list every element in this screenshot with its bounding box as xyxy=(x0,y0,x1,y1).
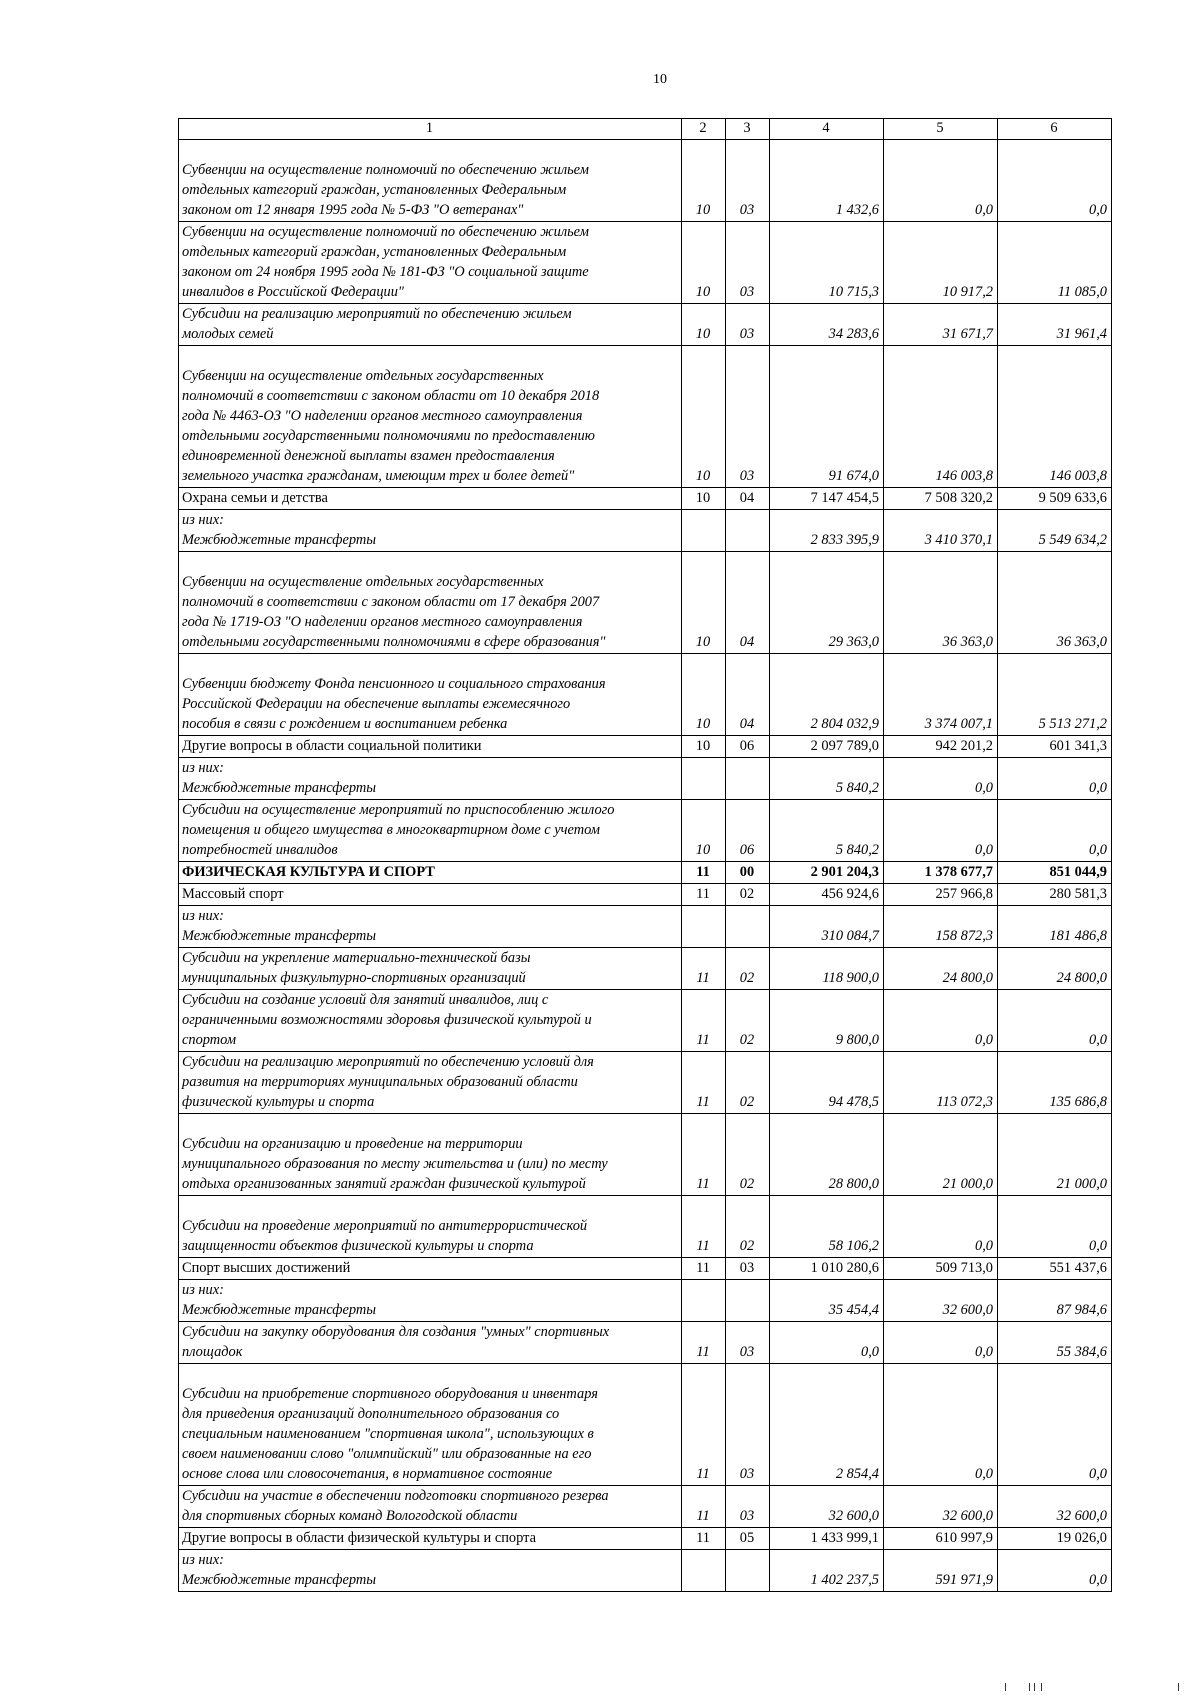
amount-col6: 0,0 xyxy=(998,800,1112,862)
column-header: 5 xyxy=(884,119,998,140)
row-label-line: молодых семей xyxy=(182,326,274,342)
row-label-line: Субсидии на организацию и проведение на территории xyxy=(182,1136,523,1152)
amount-col6: 0,0 xyxy=(998,1550,1112,1592)
row-label-line: из них: xyxy=(182,760,224,776)
row-label xyxy=(179,654,682,736)
row-label xyxy=(179,1528,682,1550)
subsection-code xyxy=(726,758,770,800)
amount-col6: 0,0 xyxy=(998,1196,1112,1258)
amount-col6: 146 003,8 xyxy=(998,346,1112,488)
table-row xyxy=(179,906,1112,948)
row-label-line: Субсидии на участие в обеспечении подготовки спортивного резерва xyxy=(182,1488,609,1504)
row-label-line: Межбюджетные трансферты xyxy=(182,928,377,944)
amount-col6: 55 384,6 xyxy=(998,1322,1112,1364)
amount-col5: 10 917,2 xyxy=(884,222,998,304)
amount-col5: 0,0 xyxy=(884,990,998,1052)
amount-col6: 181 486,8 xyxy=(998,906,1112,948)
row-label-line: законом от 12 января 1995 года № 5-ФЗ "О ветеранах" xyxy=(182,202,524,218)
row-label-line: Российской Федерации на обеспечение выплаты ежемесячного xyxy=(182,696,571,712)
section-code xyxy=(682,510,726,552)
subsection-code: 03 xyxy=(726,1364,770,1486)
row-label-line: Субсидии на реализацию мероприятий по обеспечению жильем xyxy=(182,306,572,322)
row-label-line: из них: xyxy=(182,512,224,528)
row-label-line: Субвенции на осуществление полномочий по обеспечению жильем xyxy=(182,162,589,178)
section-code xyxy=(682,758,726,800)
subsection-code: 02 xyxy=(726,1114,770,1196)
subsection-code xyxy=(726,1550,770,1592)
row-label-line: Межбюджетные трансферты xyxy=(182,1302,377,1318)
section-code: 11 xyxy=(682,1486,726,1528)
row-label-line: пособия в связи с рождением и воспитанием ребенка xyxy=(182,716,508,732)
row-label-line: отдыха организованных занятий граждан физической культурой xyxy=(182,1176,586,1192)
row-label xyxy=(179,1550,682,1592)
row-label-line: Другие вопросы в области социальной политики xyxy=(182,738,482,754)
amount-col5: 257 966,8 xyxy=(884,884,998,906)
amount-col4: 35 454,4 xyxy=(770,1280,884,1322)
row-label-line: единовременной денежной выплаты взамен предоставления xyxy=(182,448,555,464)
subsection-code: 03 xyxy=(726,346,770,488)
section-code: 10 xyxy=(682,304,726,346)
amount-col4: 0,0 xyxy=(770,1322,884,1364)
amount-col4: 32 600,0 xyxy=(770,1486,884,1528)
table-row xyxy=(179,1280,1112,1322)
subsection-code: 03 xyxy=(726,222,770,304)
amount-col4: 1 010 280,6 xyxy=(770,1258,884,1280)
row-label-line: Массовый спорт xyxy=(182,886,284,902)
table-row xyxy=(179,346,1112,488)
table-row xyxy=(179,222,1112,304)
row-label-line: помещения и общего имущества в многоквартирном доме с учетом xyxy=(182,822,600,838)
amount-col5: 0,0 xyxy=(884,1322,998,1364)
row-label-line: земельного участка гражданам, имеющим трех и более детей" xyxy=(182,468,575,484)
row-label-line: Субсидии на осуществление мероприятий по приспособлению жилого xyxy=(182,802,615,818)
row-label-line: Охрана семьи и детства xyxy=(182,490,328,506)
row-label xyxy=(179,1280,682,1322)
amount-col6: 0,0 xyxy=(998,990,1112,1052)
budget-table xyxy=(178,118,1112,1592)
amount-col6: 5 513 271,2 xyxy=(998,654,1112,736)
row-label-line: инвалидов в Российской Федерации" xyxy=(182,284,404,300)
table-row xyxy=(179,1364,1112,1486)
amount-col5: 0,0 xyxy=(884,1364,998,1486)
table-row xyxy=(179,1550,1112,1592)
row-label-line: Субсидии на укрепление материально-технической базы xyxy=(182,950,531,966)
row-label-line: законом от 24 ноября 1995 года № 181-ФЗ "О социальной защите xyxy=(182,264,589,280)
amount-col5: 0,0 xyxy=(884,800,998,862)
section-code: 10 xyxy=(682,552,726,654)
row-label-line: ограниченными возможностями здоровья физической культурой и xyxy=(182,1012,592,1028)
row-label-line: спортом xyxy=(182,1032,237,1048)
row-label-line: Субвенции бюджету Фонда пенсионного и социального страхования xyxy=(182,676,606,692)
row-label xyxy=(179,140,682,222)
subsection-code: 03 xyxy=(726,1258,770,1280)
amount-col6: 5 549 634,2 xyxy=(998,510,1112,552)
row-label-line: Субсидии на закупку оборудования для создания "умных" спортивных xyxy=(182,1324,610,1340)
amount-col6: 19 026,0 xyxy=(998,1528,1112,1550)
row-label xyxy=(179,1114,682,1196)
amount-col4: 94 478,5 xyxy=(770,1052,884,1114)
section-code: 11 xyxy=(682,948,726,990)
column-header: 4 xyxy=(770,119,884,140)
section-code: 11 xyxy=(682,1528,726,1550)
row-label-line: Субвенции на осуществление отдельных государственных xyxy=(182,574,544,590)
amount-col4: 2 804 032,9 xyxy=(770,654,884,736)
subsection-code xyxy=(726,906,770,948)
amount-col4: 34 283,6 xyxy=(770,304,884,346)
section-code: 11 xyxy=(682,1114,726,1196)
section-code: 11 xyxy=(682,990,726,1052)
amount-col6: 135 686,8 xyxy=(998,1052,1112,1114)
table-row xyxy=(179,654,1112,736)
table-row xyxy=(179,552,1112,654)
section-code: 11 xyxy=(682,1364,726,1486)
amount-col6: 851 044,9 xyxy=(998,862,1112,884)
row-label-line: для приведения организаций дополнительного образования со xyxy=(182,1406,560,1422)
subsection-code: 02 xyxy=(726,990,770,1052)
amount-col5: 3 374 007,1 xyxy=(884,654,998,736)
amount-col6: 36 363,0 xyxy=(998,552,1112,654)
row-label-line: основе слова или словосочетания, в нормативное состояние xyxy=(182,1466,553,1482)
row-label-line: Межбюджетные трансферты xyxy=(182,532,377,548)
row-label-line: отдельными государственными полномочиями в сфере образования" xyxy=(182,634,606,650)
row-label-line: полномочий в соответствии с законом области от 17 декабря 2007 xyxy=(182,594,600,610)
subsection-code: 02 xyxy=(726,1196,770,1258)
section-code: 10 xyxy=(682,488,726,510)
subsection-code: 00 xyxy=(726,862,770,884)
row-label xyxy=(179,758,682,800)
row-label-line: муниципального образования по месту жительства и (или) по месту xyxy=(182,1156,608,1172)
row-label xyxy=(179,1052,682,1114)
table-row xyxy=(179,862,1112,884)
subsection-code xyxy=(726,1280,770,1322)
amount-col5: 158 872,3 xyxy=(884,906,998,948)
amount-col4: 10 715,3 xyxy=(770,222,884,304)
section-code: 11 xyxy=(682,862,726,884)
row-label-line: года № 4463-ОЗ "О наделении органов местного самоуправления xyxy=(182,408,583,424)
section-code xyxy=(682,1280,726,1322)
row-label xyxy=(179,1486,682,1528)
row-label xyxy=(179,800,682,862)
amount-col5: 0,0 xyxy=(884,140,998,222)
amount-col4: 9 800,0 xyxy=(770,990,884,1052)
row-label-line: отдельных категорий граждан, установленных Федеральным xyxy=(182,244,567,260)
subsection-code: 02 xyxy=(726,948,770,990)
column-header: 6 xyxy=(998,119,1112,140)
amount-col5: 509 713,0 xyxy=(884,1258,998,1280)
row-label xyxy=(179,990,682,1052)
section-code: 10 xyxy=(682,140,726,222)
row-label-line: муниципальных физкультурно-спортивных организаций xyxy=(182,970,526,986)
amount-col6: 21 000,0 xyxy=(998,1114,1112,1196)
amount-col4: 2 097 789,0 xyxy=(770,736,884,758)
row-label xyxy=(179,862,682,884)
amount-col5: 32 600,0 xyxy=(884,1486,998,1528)
row-label-line: развития на территориях муниципальных образований области xyxy=(182,1074,578,1090)
table-row xyxy=(179,510,1112,552)
amount-col4: 2 833 395,9 xyxy=(770,510,884,552)
amount-col4: 5 840,2 xyxy=(770,758,884,800)
row-label-line: Субсидии на приобретение спортивного оборудования и инвентаря xyxy=(182,1386,598,1402)
section-code xyxy=(682,906,726,948)
row-label-line: года № 1719-ОЗ "О наделении органов местного самоуправления xyxy=(182,614,583,630)
row-label-line: для спортивных сборных команд Вологодской области xyxy=(182,1508,518,1524)
row-label-line: Межбюджетные трансферты xyxy=(182,780,377,796)
row-label xyxy=(179,1322,682,1364)
column-header: 1 xyxy=(179,119,682,140)
subsection-code: 04 xyxy=(726,654,770,736)
amount-col4: 1 432,6 xyxy=(770,140,884,222)
row-label-line: потребностей инвалидов xyxy=(182,842,338,858)
section-code: 11 xyxy=(682,1258,726,1280)
section-code: 11 xyxy=(682,884,726,906)
amount-col6: 24 800,0 xyxy=(998,948,1112,990)
row-label xyxy=(179,1196,682,1258)
amount-col6: 11 085,0 xyxy=(998,222,1112,304)
row-label xyxy=(179,948,682,990)
section-code xyxy=(682,1550,726,1592)
amount-col5: 31 671,7 xyxy=(884,304,998,346)
amount-col5: 942 201,2 xyxy=(884,736,998,758)
amount-col6: 601 341,3 xyxy=(998,736,1112,758)
table-row xyxy=(179,1258,1112,1280)
amount-col6: 280 581,3 xyxy=(998,884,1112,906)
section-code: 11 xyxy=(682,1196,726,1258)
amount-col4: 91 674,0 xyxy=(770,346,884,488)
subsection-code: 04 xyxy=(726,552,770,654)
row-label-line: Субвенции на осуществление полномочий по обеспечению жильем xyxy=(182,224,589,240)
row-label xyxy=(179,552,682,654)
table-row xyxy=(179,948,1112,990)
table-row xyxy=(179,488,1112,510)
amount-col6: 9 509 633,6 xyxy=(998,488,1112,510)
table-row xyxy=(179,1196,1112,1258)
table-row xyxy=(179,1528,1112,1550)
table-row xyxy=(179,1114,1112,1196)
column-header: 2 xyxy=(682,119,726,140)
section-code: 11 xyxy=(682,1322,726,1364)
amount-col5: 32 600,0 xyxy=(884,1280,998,1322)
amount-col5: 610 997,9 xyxy=(884,1528,998,1550)
amount-col6: 0,0 xyxy=(998,140,1112,222)
row-label xyxy=(179,304,682,346)
row-label xyxy=(179,488,682,510)
table-row xyxy=(179,800,1112,862)
table-row xyxy=(179,884,1112,906)
row-label xyxy=(179,884,682,906)
row-label-line: отдельными государственными полномочиями по предоставлению xyxy=(182,428,595,444)
table-row xyxy=(179,304,1112,346)
row-label-line: Субсидии на реализацию мероприятий по обеспечению условий для xyxy=(182,1054,594,1070)
row-label-line: ФИЗИЧЕСКАЯ КУЛЬТУРА И СПОРТ xyxy=(182,864,435,880)
amount-col4: 1 433 999,1 xyxy=(770,1528,884,1550)
row-label xyxy=(179,1258,682,1280)
subsection-code: 03 xyxy=(726,1322,770,1364)
amount-col4: 456 924,6 xyxy=(770,884,884,906)
table-row xyxy=(179,758,1112,800)
column-header: 3 xyxy=(726,119,770,140)
row-label-line: защищенности объектов физической культуры и спорта xyxy=(182,1238,534,1254)
subsection-code: 02 xyxy=(726,1052,770,1114)
section-code: 10 xyxy=(682,346,726,488)
row-label-line: Межбюджетные трансферты xyxy=(182,1572,377,1588)
amount-col6: 0,0 xyxy=(998,1364,1112,1486)
subsection-code: 06 xyxy=(726,800,770,862)
amount-col4: 2 901 204,3 xyxy=(770,862,884,884)
amount-col6: 32 600,0 xyxy=(998,1486,1112,1528)
amount-col5: 3 410 370,1 xyxy=(884,510,998,552)
table-row xyxy=(179,1052,1112,1114)
section-code: 10 xyxy=(682,736,726,758)
scan-artifact-marks xyxy=(982,1681,1182,1691)
amount-col4: 58 106,2 xyxy=(770,1196,884,1258)
row-label-line: физической культуры и спорта xyxy=(182,1094,375,1110)
row-label-line: Субвенции на осуществление отдельных государственных xyxy=(182,368,544,384)
amount-col5: 24 800,0 xyxy=(884,948,998,990)
amount-col6: 0,0 xyxy=(998,758,1112,800)
row-label-line: из них: xyxy=(182,1282,224,1298)
subsection-code: 03 xyxy=(726,304,770,346)
row-label xyxy=(179,346,682,488)
amount-col4: 2 854,4 xyxy=(770,1364,884,1486)
subsection-code xyxy=(726,510,770,552)
row-label-line: Субсидии на проведение мероприятий по антитеррористической xyxy=(182,1218,588,1234)
page-number: 10 xyxy=(653,72,667,87)
row-label-line: из них: xyxy=(182,908,224,924)
amount-col4: 28 800,0 xyxy=(770,1114,884,1196)
row-label-line: своем наименовании слово "олимпийский" или образованные на его xyxy=(182,1446,592,1462)
row-label-line: Субсидии на создание условий для занятий инвалидов, лиц с xyxy=(182,992,549,1008)
amount-col5: 0,0 xyxy=(884,758,998,800)
amount-col5: 36 363,0 xyxy=(884,552,998,654)
table-body xyxy=(179,140,1112,1592)
table-row xyxy=(179,1486,1112,1528)
section-code: 11 xyxy=(682,1052,726,1114)
table-row xyxy=(179,1322,1112,1364)
amount-col4: 29 363,0 xyxy=(770,552,884,654)
amount-col6: 551 437,6 xyxy=(998,1258,1112,1280)
row-label xyxy=(179,1364,682,1486)
amount-col4: 118 900,0 xyxy=(770,948,884,990)
amount-col5: 591 971,9 xyxy=(884,1550,998,1592)
row-label-line: полномочий в соответствии с законом области от 10 декабря 2018 xyxy=(182,388,600,404)
amount-col5: 113 072,3 xyxy=(884,1052,998,1114)
amount-col4: 5 840,2 xyxy=(770,800,884,862)
table-row xyxy=(179,140,1112,222)
row-label-line: отдельных категорий граждан, установленных Федеральным xyxy=(182,182,567,198)
row-label xyxy=(179,736,682,758)
section-code: 10 xyxy=(682,800,726,862)
amount-col4: 7 147 454,5 xyxy=(770,488,884,510)
amount-col5: 7 508 320,2 xyxy=(884,488,998,510)
section-code: 10 xyxy=(682,654,726,736)
row-label-line: Другие вопросы в области физической культуры и спорта xyxy=(182,1530,536,1546)
table-row xyxy=(179,990,1112,1052)
amount-col4: 310 084,7 xyxy=(770,906,884,948)
row-label xyxy=(179,906,682,948)
subsection-code: 04 xyxy=(726,488,770,510)
amount-col5: 146 003,8 xyxy=(884,346,998,488)
row-label xyxy=(179,222,682,304)
amount-col4: 1 402 237,5 xyxy=(770,1550,884,1592)
amount-col5: 0,0 xyxy=(884,1196,998,1258)
row-label-line: площадок xyxy=(182,1344,243,1360)
table-row xyxy=(179,736,1112,758)
subsection-code: 05 xyxy=(726,1528,770,1550)
subsection-code: 06 xyxy=(726,736,770,758)
amount-col6: 87 984,6 xyxy=(998,1280,1112,1322)
row-label xyxy=(179,510,682,552)
row-label-line: Спорт высших достижений xyxy=(182,1260,351,1276)
row-label-line: из них: xyxy=(182,1552,224,1568)
subsection-code: 03 xyxy=(726,1486,770,1528)
amount-col5: 21 000,0 xyxy=(884,1114,998,1196)
row-label-line: специальным наименованием "спортивная школа", использующих в xyxy=(182,1426,594,1442)
amount-col5: 1 378 677,7 xyxy=(884,862,998,884)
subsection-code: 03 xyxy=(726,140,770,222)
amount-col6: 31 961,4 xyxy=(998,304,1112,346)
table-header-row xyxy=(179,119,1112,140)
subsection-code: 02 xyxy=(726,884,770,906)
section-code: 10 xyxy=(682,222,726,304)
